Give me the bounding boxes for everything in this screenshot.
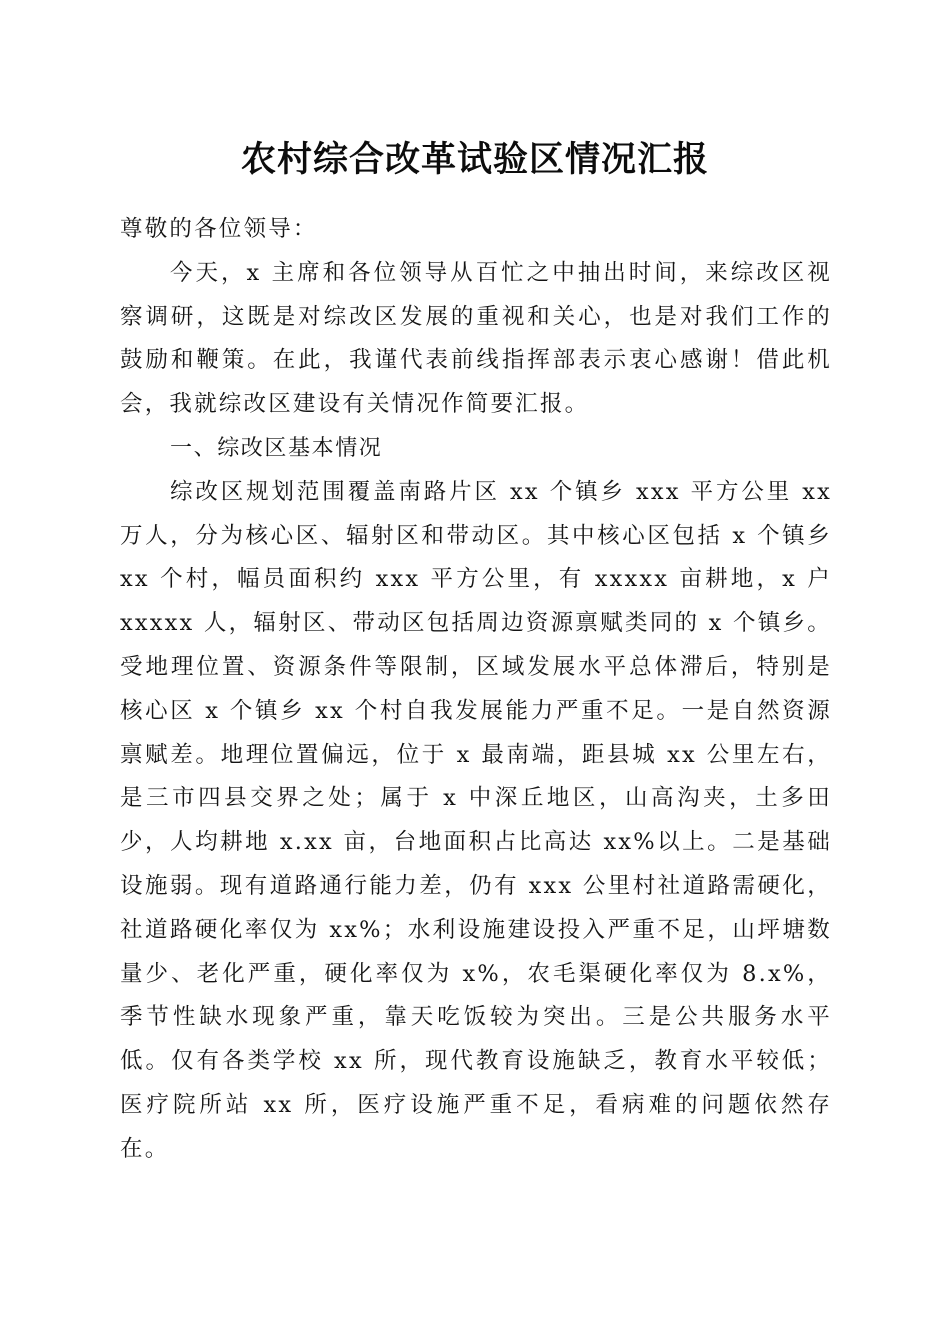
document-body [120,208,832,1172]
intro-paragraph: 今天，x 主席和各位领导从百忙之中抽出时间，来综改区视察调研，这既是对综改区发展的重视和关心，也是对我们工作的鼓励和鞭策。在此，我谨代表前线指挥部表示衷心感谢！借此机会，我就综改区建设有关情况作简要汇报。 [120,259,832,418]
section-heading: 一、综改区基本情况 [170,435,383,461]
document-title: 农村综合改革试验区情况汇报 [240,139,709,180]
salutation: 尊敬的各位领导： [120,216,318,242]
section-paragraph: 综改区规划范围覆盖南路片区 xx 个镇乡 xxx 平方公里 xx 万人，分为核心区、辐射区和带动区。其中核心区包括 x 个镇乡 xx 个村，幅员面积约 xxx 平方公里，有 xxxxx 亩耕地，x 户 xxxxx 人，辐射区、带动区包括周边资源禀赋类同的 x 个镇乡。受地理位置、资源条件等限制，区域发展水平总体滞后，特别是核心区 x 个镇乡 xx 个村自我发展能力严重不足。一是自然资源禀赋差。地理位置偏远，位于 x 最南端，距县城 xx 公里左右，是三市四县交界之处；属于 x 中深丘地区，山高沟夹，土多田少，人均耕地 x.xx 亩，台地面积占比高达 xx%以上。二是基础设施弱。现有道路通行能力差，仍有 xxx 公里村社道路需硬化，社道路硬化率仅为 xx%；水利设施建设投入严重不足，山坪塘数量少、老化严重，硬化率仅为 x%，农毛渠硬化率仅为 8.x%，季节性缺水现象严重，靠天吃饭较为突出。三是公共服务水平低。仅有各类学校 xx 所，现代教育设施缺乏，教育水平较低；医疗院所站 xx 所，医疗设施严重不足，看病难的问题依然存在。 [120,478,832,1162]
